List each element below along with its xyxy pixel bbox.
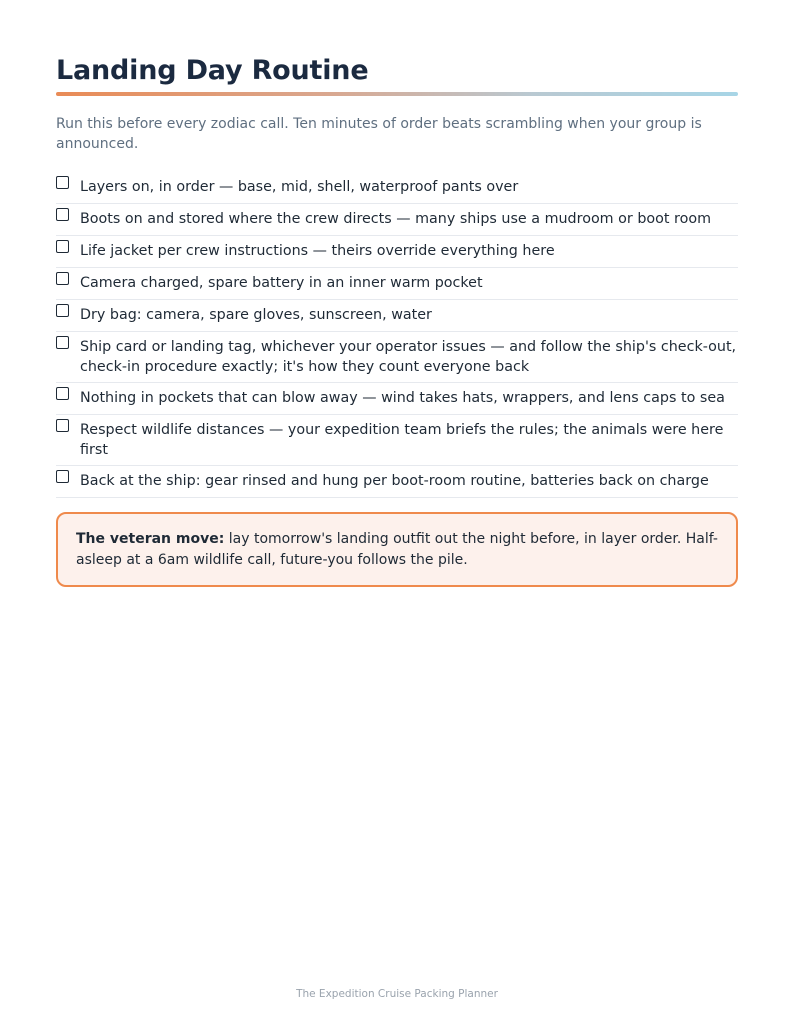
checklist-item[interactable] bbox=[56, 268, 738, 300]
checklist-item-text: Camera charged, spare battery in an inner warm pocket bbox=[80, 275, 483, 291]
checkbox[interactable] bbox=[56, 176, 69, 189]
checkbox[interactable] bbox=[56, 387, 69, 400]
page-content bbox=[56, 0, 738, 587]
checklist-item-text: Dry bag: camera, spare gloves, sunscreen, water bbox=[80, 307, 432, 323]
callout-text: lay tomorrow's landing outfit out the night before, in layer order. Half-asleep at a 6am wildlife call, future-you follows the pile. bbox=[76, 531, 718, 568]
intro-text: Run this before every zodiac call. Ten minutes of order beats scrambling when your group is announced. bbox=[56, 116, 702, 152]
checklist-item[interactable] bbox=[56, 383, 738, 415]
checklist-item[interactable] bbox=[56, 204, 738, 236]
checklist-item[interactable] bbox=[56, 415, 738, 466]
checkbox[interactable] bbox=[56, 240, 69, 253]
checkbox[interactable] bbox=[56, 419, 69, 432]
checklist-item-text: Nothing in pockets that can blow away — wind takes hats, wrappers, and lens caps to sea bbox=[80, 390, 725, 406]
checklist-item[interactable] bbox=[56, 172, 738, 204]
checklist bbox=[56, 172, 738, 498]
page-title: Landing Day Routine bbox=[56, 55, 369, 86]
veteran-tip-callout bbox=[56, 512, 738, 587]
checkbox[interactable] bbox=[56, 336, 69, 349]
title-underline bbox=[56, 92, 738, 96]
checkbox[interactable] bbox=[56, 304, 69, 317]
checkbox[interactable] bbox=[56, 272, 69, 285]
checklist-item-text: Back at the ship: gear rinsed and hung per boot-room routine, batteries back on charge bbox=[80, 473, 709, 489]
checklist-item-text: Layers on, in order — base, mid, shell, waterproof pants over bbox=[80, 179, 519, 195]
checklist-item-text: Boots on and stored where the crew directs — many ships use a mudroom or boot room bbox=[80, 211, 712, 227]
callout-label: The veteran move: bbox=[76, 531, 225, 547]
checklist-item[interactable] bbox=[56, 236, 738, 268]
checklist-item-text: Life jacket per crew instructions — theirs override everything here bbox=[80, 243, 555, 259]
checkbox[interactable] bbox=[56, 470, 69, 483]
checklist-item[interactable] bbox=[56, 466, 738, 498]
checklist-item-text: Ship card or landing tag, whichever your operator issues — and follow the ship's check-out, check-in procedure exactly; it's how they count everyone back bbox=[80, 339, 737, 375]
checklist-item[interactable] bbox=[56, 300, 738, 332]
checkbox[interactable] bbox=[56, 208, 69, 221]
page-footer: The Expedition Cruise Packing Planner bbox=[296, 988, 498, 1000]
checklist-item-text: Respect wildlife distances — your expedition team briefs the rules; the animals were here first bbox=[80, 422, 724, 458]
checklist-item[interactable] bbox=[56, 332, 738, 383]
